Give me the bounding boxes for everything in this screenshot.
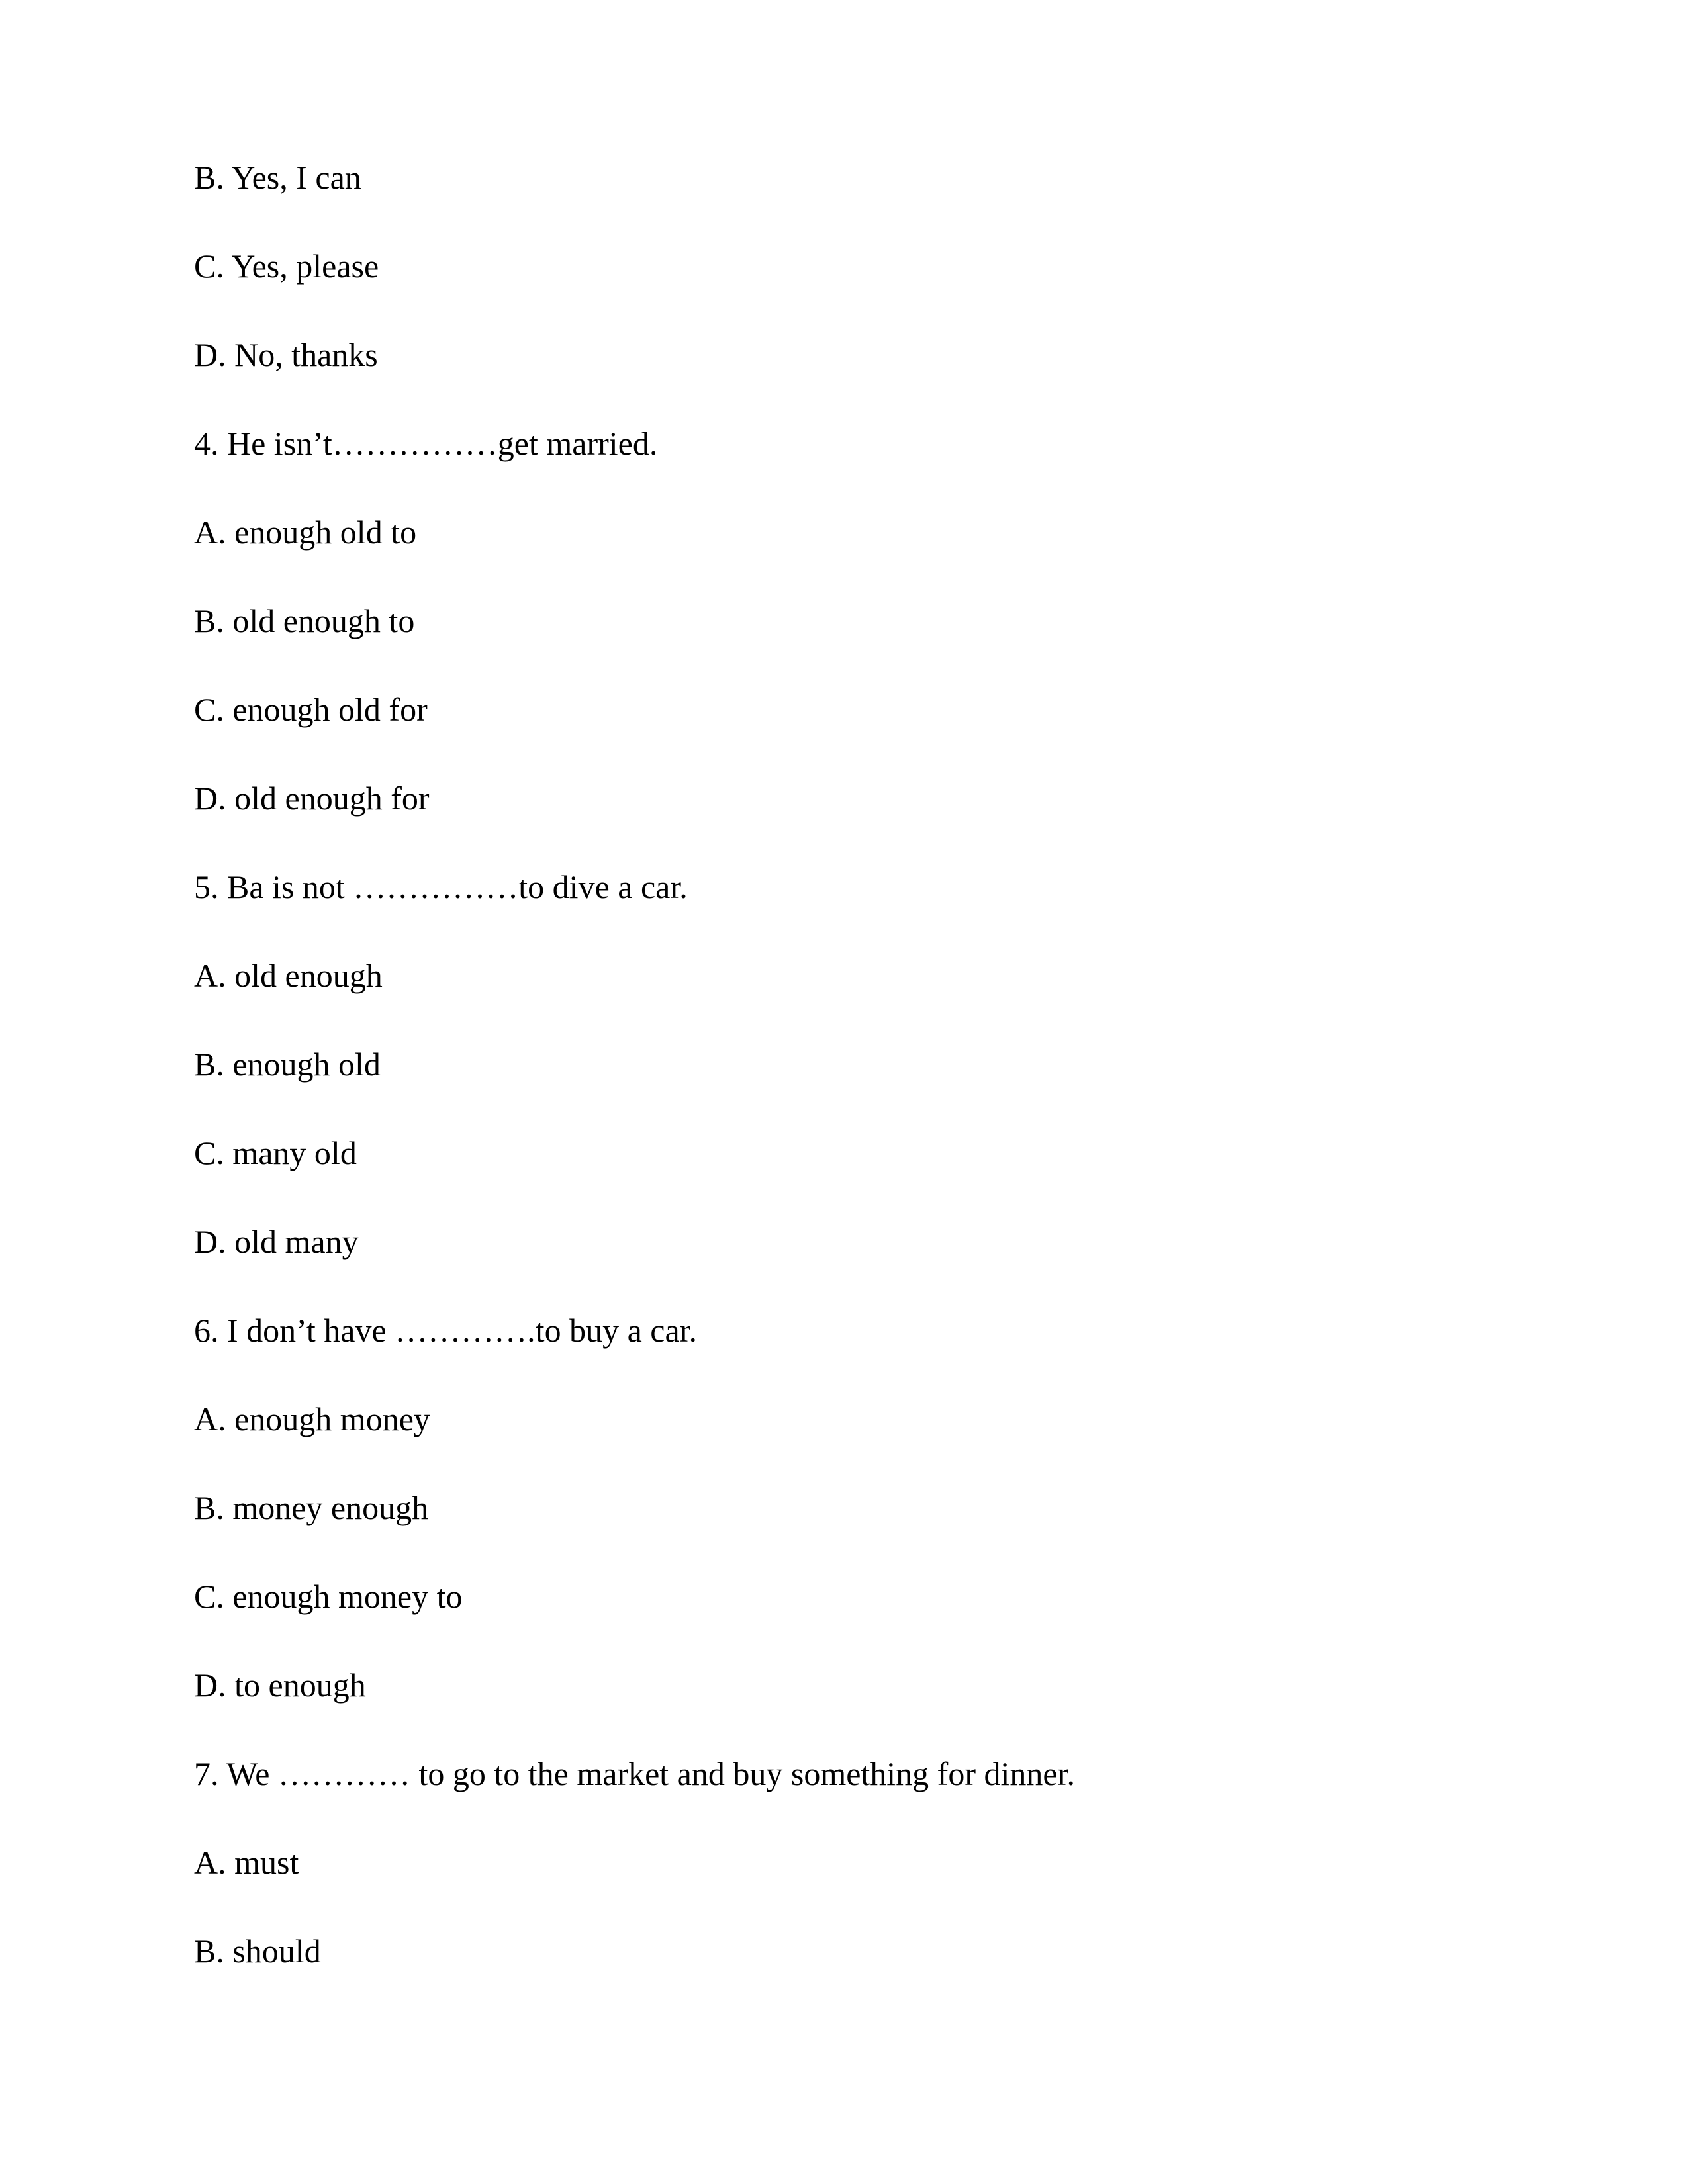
answer-option: B. old enough to <box>194 602 415 639</box>
answer-option: A. must <box>194 1844 299 1881</box>
answer-option: A. enough old to <box>194 514 417 551</box>
answer-option: C. Yes, please <box>194 248 379 285</box>
answer-option: B. money enough <box>194 1489 429 1526</box>
answer-option: C. enough old for <box>194 691 428 728</box>
question-text: 5. Ba is not ……………to dive a car. <box>194 868 688 905</box>
answer-option: B. should <box>194 1933 321 1970</box>
answer-option: B. Yes, I can <box>194 159 361 196</box>
answer-option: A. old enough <box>194 957 383 994</box>
question-text: 6. I don’t have ………….to buy a car. <box>194 1312 698 1349</box>
answer-option: C. enough money to <box>194 1578 463 1615</box>
answer-option: A. enough money <box>194 1400 430 1437</box>
page-content <box>194 151 1518 2013</box>
answer-option: D. old enough for <box>194 780 430 817</box>
answer-option: B. enough old <box>194 1046 381 1083</box>
question-text: 7. We ………… to go to the market and buy something for dinner. <box>194 1755 1075 1792</box>
question-text: 4. He isn’t……………get married. <box>194 425 658 462</box>
answer-option: D. No, thanks <box>194 336 378 373</box>
answer-option: D. old many <box>194 1223 359 1260</box>
answer-option: D. to enough <box>194 1666 366 1704</box>
answer-option: C. many old <box>194 1134 357 1171</box>
